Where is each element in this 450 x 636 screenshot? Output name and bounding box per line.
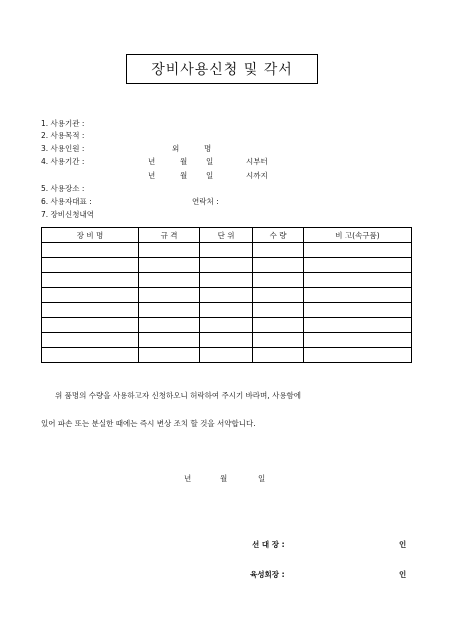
table-cell: [253, 333, 304, 348]
table-cell: [200, 243, 253, 258]
table-row: [42, 348, 412, 363]
period-from-year: 년: [148, 157, 156, 166]
table-cell: [139, 273, 200, 288]
table-cell: [253, 318, 304, 333]
field-location: 5. 사용장소 :: [41, 184, 85, 193]
table-cell: [139, 303, 200, 318]
signature-chairman-label: 육성회장 :: [250, 570, 285, 579]
table-cell: [200, 273, 253, 288]
field-purpose: 2. 사용목적 :: [41, 131, 85, 140]
table-cell: [304, 333, 412, 348]
table-cell: [42, 303, 139, 318]
table-cell: [200, 288, 253, 303]
col-header-spec: 규 격: [139, 228, 200, 243]
date-month: 월: [220, 474, 228, 483]
table-cell: [253, 303, 304, 318]
period-from-hour: 시부터: [246, 157, 268, 166]
table-cell: [139, 333, 200, 348]
table-row: [42, 318, 412, 333]
pledge-line-1: 위 품명의 수량을 사용하고자 신청하오니 허락하여 주시기 바라며, 사용함에: [55, 391, 302, 400]
table-cell: [139, 318, 200, 333]
date-day: 일: [258, 474, 266, 483]
table-cell: [200, 258, 253, 273]
headcount-oe: 외: [172, 144, 180, 153]
table-cell: [253, 258, 304, 273]
equipment-table: [41, 227, 412, 363]
field-headcount: 3. 사용인원 :: [41, 144, 85, 153]
col-header-remarks: 비 고(속구품): [304, 228, 412, 243]
date-year: 년: [184, 474, 192, 483]
table-cell: [304, 303, 412, 318]
table-cell: [139, 348, 200, 363]
table-cell: [304, 258, 412, 273]
table-cell: [253, 348, 304, 363]
signature-chairman-seal: 인: [399, 570, 407, 579]
col-header-quantity: 수 량: [253, 228, 304, 243]
period-to-year: 년: [148, 171, 156, 180]
table-cell: [42, 273, 139, 288]
headcount-myeong: 명: [204, 144, 212, 153]
table-row: [42, 258, 412, 273]
table-cell: [42, 288, 139, 303]
col-header-unit: 단 위: [200, 228, 253, 243]
field-contact: 연락처 :: [192, 197, 219, 206]
table-cell: [253, 273, 304, 288]
table-row: [42, 273, 412, 288]
period-from-month: 월: [180, 157, 188, 166]
period-to-hour: 시까지: [246, 171, 268, 180]
col-header-equipment: 장 비 명: [42, 228, 139, 243]
field-equipment-list: 7. 장비신청내역: [41, 210, 95, 219]
table-cell: [200, 318, 253, 333]
table-cell: [139, 243, 200, 258]
table-cell: [304, 243, 412, 258]
table-cell: [200, 348, 253, 363]
table-cell: [200, 333, 253, 348]
table-cell: [42, 318, 139, 333]
table-row: [42, 243, 412, 258]
period-from-day: 일: [206, 157, 214, 166]
table-cell: [42, 258, 139, 273]
table-cell: [42, 243, 139, 258]
table-cell: [304, 288, 412, 303]
table-header-row: [42, 228, 412, 243]
field-institution: 1. 사용기관 :: [41, 119, 85, 128]
table-cell: [304, 273, 412, 288]
table-cell: [253, 243, 304, 258]
table-cell: [42, 348, 139, 363]
document-title: 장비사용신청 및 각서: [126, 54, 318, 84]
pledge-line-2: 있어 파손 또는 분실한 때에는 즉시 변상 조치 할 것을 서약합니다.: [41, 419, 256, 428]
table-cell: [304, 348, 412, 363]
table-row: [42, 333, 412, 348]
signature-leader-seal: 인: [399, 540, 407, 549]
field-period: 4. 사용기간 :: [41, 157, 85, 166]
field-representative: 6. 사용자대표 :: [41, 197, 92, 206]
table-cell: [200, 303, 253, 318]
table-row: [42, 303, 412, 318]
period-to-month: 월: [180, 171, 188, 180]
table-cell: [42, 333, 139, 348]
signature-leader-label: 선 대 장 :: [252, 540, 285, 549]
period-to-day: 일: [206, 171, 214, 180]
table-row: [42, 288, 412, 303]
table-cell: [304, 318, 412, 333]
table-cell: [253, 288, 304, 303]
table-cell: [139, 258, 200, 273]
table-cell: [139, 288, 200, 303]
